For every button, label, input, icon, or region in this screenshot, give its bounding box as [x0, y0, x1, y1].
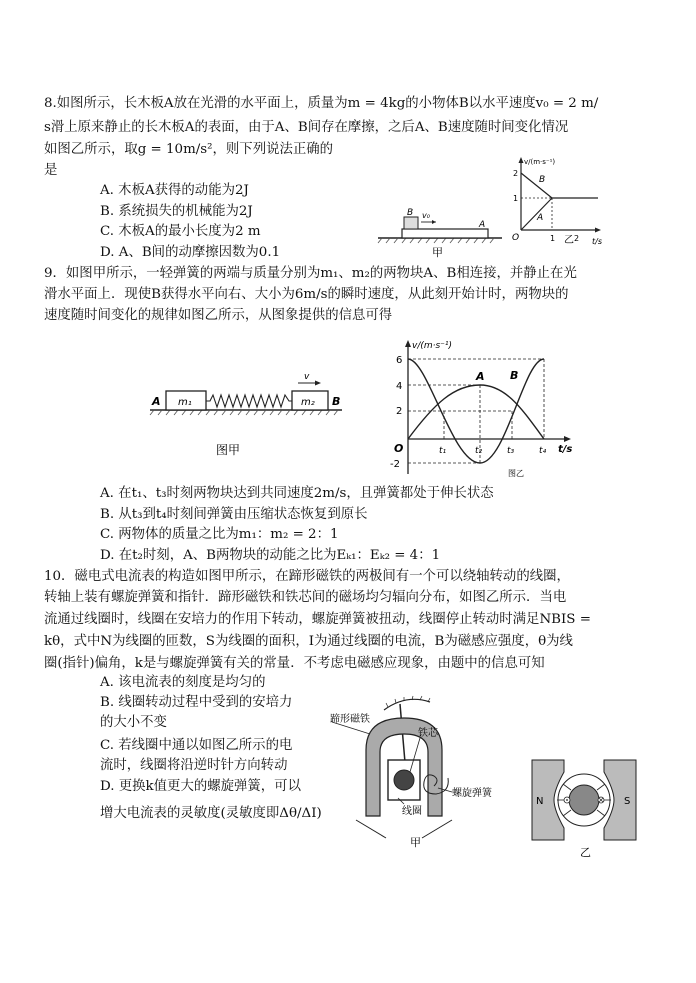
q9-stem-line-2: 滑水平面上．现使B获得水平向右、大小为6m/s的瞬时速度，从此刻开始计时，两物块的 [44, 287, 569, 302]
q8-yi-line-b [521, 173, 552, 198]
q9-yi-xtick-t3: t₃ [507, 446, 515, 456]
q10-option-c-line-1: C. 若线圈中通以如图乙所示的电 [100, 738, 293, 753]
q9-option-b: B. 从t₃到t₄时刻间弹簧由压缩状态恢复到原长 [100, 507, 368, 522]
q9-yi-xtick-t2: t₂ [475, 446, 483, 456]
q8-yi-ytick-1: 1 [513, 194, 519, 203]
q10-option-d-line-1: D. 更换k值更大的螺旋弹簧，可以 [100, 779, 301, 794]
q8-stem-line-3: 如图乙所示，取g = 10m/s²，则下列说法正确的 [44, 142, 334, 157]
q9-jia-label-m1: m₁ [178, 397, 192, 408]
q10-option-a: A. 该电流表的刻度是均匀的 [100, 675, 266, 690]
q10-jia-caption: 甲 [410, 836, 421, 849]
q10-jia-spring-label: 螺旋弹簧 [452, 788, 492, 799]
q9-spring [206, 395, 292, 407]
q10-option-d-line-2: 增大电流表的灵敏度(灵敏度即Δθ/ΔI) [100, 806, 322, 821]
q9-yi-ytick-6: 6 [396, 355, 403, 366]
q10-scale-arc [384, 699, 430, 710]
q10-jia-core-label: 铁芯 [418, 728, 438, 739]
q9-yi-ytick-4: 4 [396, 381, 403, 392]
q9-jia-label-m2: m₂ [301, 397, 315, 408]
q10-stem-line-2: 转轴上装有螺旋弹簧和指针．蹄形磁铁和铁芯间的磁场均匀辐向分布，如图乙所示．当电 [44, 590, 567, 605]
q8-stem-line-1: 8.如图所示，长木板A放在光滑的水平面上，质量为m = 4kg的小物体B以水平速度v₀ = 2 m/ [44, 96, 599, 111]
q9-yi-xtick-t1: t₁ [439, 446, 447, 456]
q8-stem-line-4: 是 [44, 163, 58, 178]
q9-stem-line-1: 9．如图甲所示，一轻弹簧的两端与质量分别为m₁、m₂的两物块A、B相连接，并静止在光 [44, 266, 577, 281]
q8-yi-label-a: A [537, 213, 544, 223]
q10-option-b-line-2: 的大小不变 [100, 715, 167, 730]
q8-figure-jia [376, 200, 506, 260]
q9-yi-xlabel: t/s [558, 444, 573, 455]
q10-option-b-line-1: B. 线圈转动过程中受到的安培力 [100, 695, 293, 710]
q10-yi-caption: 乙 [580, 846, 591, 858]
q8-block-b [404, 217, 418, 229]
q8-yi-xtick-1: 1 [550, 234, 556, 243]
q10-yi-label-s: S [624, 796, 631, 807]
q8-yi-ylabel: v/(m·s⁻¹) [524, 158, 556, 166]
q8-yi-ytick-2: 2 [513, 169, 519, 178]
q8-jia-label-a: A [479, 220, 486, 230]
q9-yi-caption: 图乙 [508, 469, 524, 478]
q9-yi-ylabel: v/(m·s⁻¹) [412, 341, 453, 351]
q8-jia-label-v0: v₀ [422, 211, 430, 220]
q9-jia-label-a: A [152, 395, 161, 408]
q9-option-c: C. 两物体的质量之比为m₁：m₂ = 2：1 [100, 527, 339, 542]
q8-option-d: D. A、B间的动摩擦因数为0.1 [100, 245, 281, 260]
q10-stem-line-5: 圈(指针)偏角，k是与螺旋弹簧有关的常量．不考虑电磁感应现象，由题中的信息可知 [44, 656, 545, 671]
q10-figure-jia [326, 688, 516, 853]
q10-stem-line-4: kθ，式中N为线圈的匝数，S为线圈的面积，I为通过线圈的电流，B为磁感应强度，θ为线 [44, 634, 573, 649]
q9-figure-jia [146, 365, 356, 465]
q9-yi-origin: O [394, 442, 404, 455]
q9-yi-xtick-t4: t₄ [539, 446, 547, 456]
q8-option-b: B. 系统损失的机械能为2J [100, 204, 253, 219]
q10-yi-label-n: N [536, 796, 544, 807]
q8-option-c: C. 木板A的最小长度为2 m [100, 224, 261, 239]
q9-option-d: D. 在t₂时刻，A、B两物块的动能之比为Eₖ₁：Eₖ₂ = 4：1 [100, 548, 441, 563]
q8-figure-yi [506, 152, 606, 252]
q8-yi-xtick-2: 2 [574, 234, 580, 243]
q9-yi-label-b: B [510, 369, 519, 382]
q9-stem-line-3: 速度随时间变化的规律如图乙所示，从图象提供的信息可得 [44, 308, 393, 323]
q8-yi-xlabel: t/s [592, 237, 602, 246]
q8-jia-label-b: B [407, 208, 414, 218]
q9-yi-curve-a [408, 385, 544, 439]
q8-yi-label-b: B [539, 175, 546, 185]
q9-figure-yi [382, 334, 582, 484]
q10-jia-magnet-label: 蹄形磁铁 [330, 714, 370, 725]
q9-jia-caption: 图甲 [216, 443, 241, 457]
q10-iron-core [394, 770, 414, 790]
q8-yi-caption: 乙 [564, 235, 574, 246]
q8-yi-origin: O [512, 233, 520, 243]
q8-stem-line-2: s滑上原来静止的长木板A的表面，由于A、B间存在摩擦，之后A、B速度随时间变化情况 [44, 120, 569, 135]
q10-yi-core [569, 785, 599, 815]
q10-stem-line-3: 流通过线圈时，线圈在安培力的作用下转动，螺旋弹簧被扭动，线圈停止转动时满足NBIS = [44, 612, 591, 627]
q9-yi-ytick-neg2: -2 [390, 459, 400, 470]
q9-jia-label-v: v [304, 372, 310, 382]
q10-option-c-line-2: 流时，线圈将沿逆时针方向转动 [100, 758, 288, 773]
q10-jia-coil-label: 线圈 [402, 806, 422, 817]
q10-stem-line-1: 10．磁电式电流表的构造如图甲所示，在蹄形磁铁的两极间有一个可以绕轴转动的线圈， [44, 569, 570, 584]
q9-option-a: A. 在t₁、t₃时刻两物块达到共同速度2m/s，且弹簧都处于伸长状态 [100, 486, 494, 501]
q9-yi-label-a: A [476, 370, 485, 383]
q9-jia-label-b: B [332, 395, 341, 408]
q9-yi-ytick-2: 2 [396, 406, 403, 417]
q8-jia-caption: 甲 [432, 246, 443, 259]
q10-figure-yi [526, 746, 642, 858]
q8-option-a: A. 木板A获得的动能为2J [100, 183, 249, 198]
